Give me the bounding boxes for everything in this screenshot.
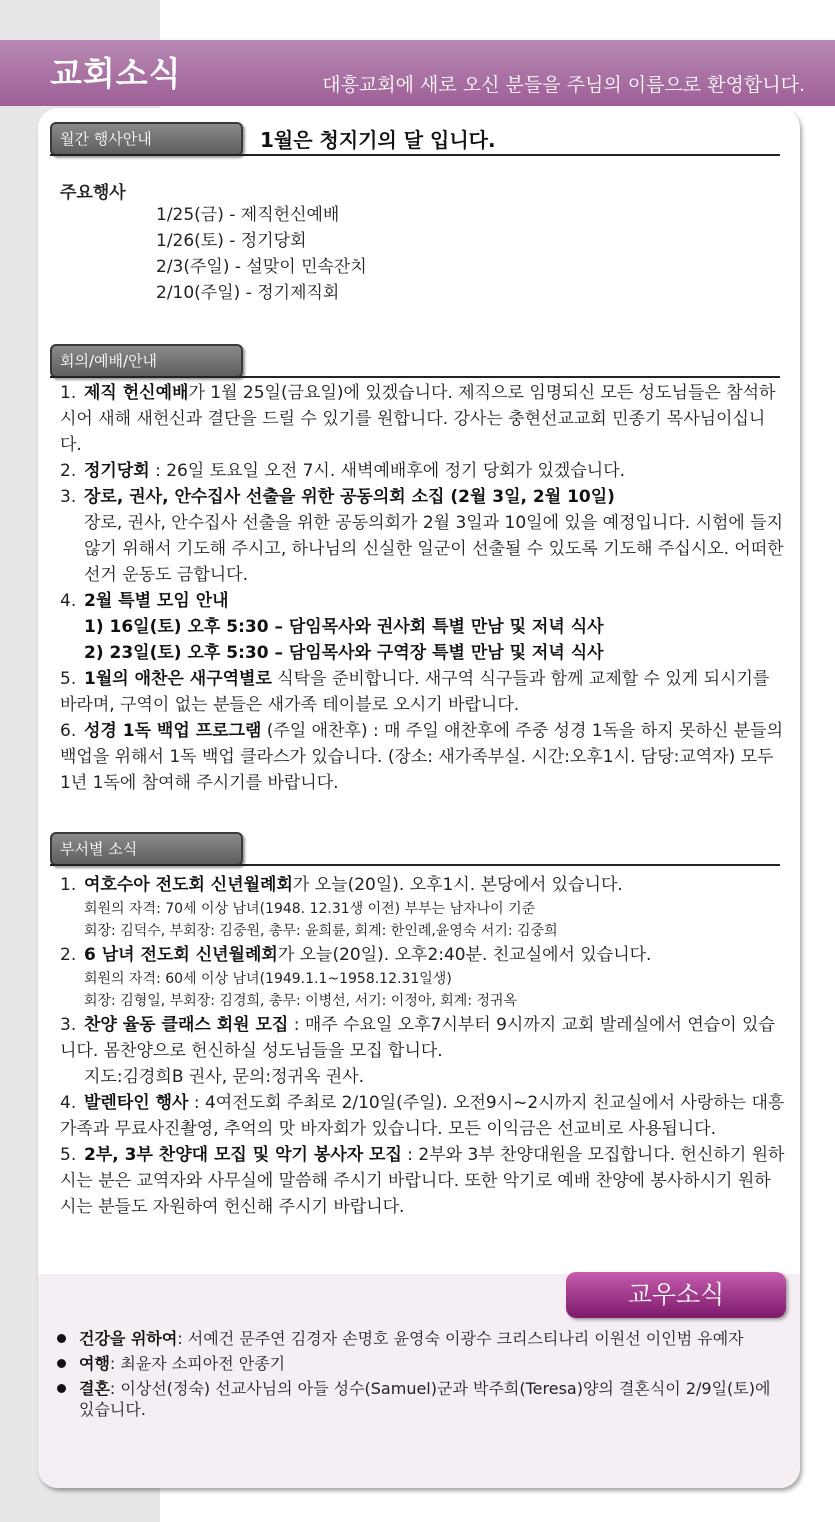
department-items — [60, 872, 785, 1220]
list-item: 2. 정기당회 : 26일 토요일 오전 7시. 새벽예배후에 정기 당회가 있겠습니다. — [60, 461, 626, 481]
events-heading: 주요행사 — [60, 183, 126, 203]
list-item: 1. 제직 헌신예배가 1월 25일(금요일)에 있겠습니다. 제직으로 임명되신 모든 성도님들은 참석하시어 새해 새헌신과 결단을 드릴 수 있기를 원합니다. 강사는 충현선교교회 민종기 목사님이십니다. — [60, 383, 776, 455]
events-list — [156, 202, 367, 306]
header-banner — [0, 40, 835, 106]
divider — [50, 864, 780, 866]
bullet-icon — [57, 1334, 66, 1343]
news-card — [38, 108, 800, 1488]
month-theme: 1월은 청지기의 달 입니다. — [260, 128, 496, 152]
list-item: 1/26(토) - 정기당회 — [156, 231, 307, 251]
tab-monthly-events: 월간 행사안내 — [50, 122, 243, 156]
list-item: 2/3(주일) - 설맞이 민속잔치 — [156, 257, 367, 277]
bullet-icon — [57, 1359, 66, 1368]
bullet-icon — [57, 1384, 66, 1393]
list-item: 2/10(주일) - 정기제직회 — [156, 283, 340, 303]
divider — [50, 376, 780, 378]
tab-meetings: 회의/예배/안내 — [50, 344, 243, 378]
list-item: 여행: 최윤자 소피아전 안종기 — [53, 1353, 788, 1374]
list-item: 4. 2월 특별 모임 안내 1) 16일(토) 오후 5:30 – 담임목사와 권사회 특별 만남 및 저녁 식사 2) 23일(토) 오후 5:30 – 담임목사와 구역장 특별 만남 및 저녁 식사 — [60, 591, 604, 663]
member-news-list — [53, 1328, 788, 1424]
tab-department-news: 부서별 소식 — [50, 832, 243, 866]
list-item: 1. 여호수아 전도회 신년월례회가 오늘(20일). 오후1시. 본당에서 있습니다. 회원의 자격: 70세 이상 남녀(1948. 12.31생 이전) 부부는 남자나이 기준 회장: 김덕수, 부회장: 김중원, 총무: 윤희륜, 회계: 한인례,윤영숙 서기: 김중희 — [60, 875, 623, 939]
list-item: 5. 2부, 3부 찬양대 모집 및 악기 봉사자 모집 : 2부와 3부 찬양대원을 모집합니다. 헌신하기 원하시는 분은 교역자와 사무실에 말씀해 주시기 바랍니다. 또한 악기로 예배 찬양에 봉사하시기 원하시는 분들도 자원하여 헌신해 주시기 바랍니다. — [60, 1145, 785, 1217]
list-item: 2. 6 남녀 전도회 신년월례회가 오늘(20일). 오후2:40분. 친교실에서 있습니다. 회원의 자격: 60세 이상 남녀(1949.1.1~1958.12.31일생) 회장: 김형일, 부회장: 김경희, 총무: 이병선, 서기: 이정아, 회계: 정귀옥 — [60, 945, 652, 1009]
list-item: 건강을 위하여: 서예건 문주연 김경자 손명호 윤영숙 이광수 크리스티나리 이원선 이인범 유예자 — [53, 1328, 788, 1349]
meeting-items — [60, 380, 785, 796]
list-item: 3. 찬양 율동 클래스 회원 모집 : 매주 수요일 오후7시부터 9시까지 교회 발레실에서 연습이 있습니다. 몸찬양으로 헌신하실 성도님들을 모집 합니다. 지도:김경희B 권사, 문의:정귀옥 권사. — [60, 1015, 775, 1087]
welcome-subtitle: 대흥교회에 새로 오신 분들을 주님의 이름으로 환영합니다. — [322, 74, 805, 96]
list-item: 3. 장로, 권사, 안수집사 선출을 위한 공동의회 소집 (2월 3일, 2월 10일) 장로, 권사, 안수집사 선출을 위한 공동의회가 2월 3일과 10일에 있을 예정입니다. 시험에 들지 않기 위해서 기도해 주시고, 하나님의 신실한 일군이 선출될 수 있도록 기도해 주십시오. 어떠한 선거 운동도 금합니다. — [60, 487, 784, 585]
list-item: 5. 1월의 애찬은 새구역별로 식탁을 준비합니다. 새구역 식구들과 함께 교제할 수 있게 되시기를 바라며, 구역이 없는 분들은 새가족 테이블로 오시기 바랍니다. — [60, 669, 770, 715]
list-item: 1/25(금) - 제직헌신예배 — [156, 205, 340, 225]
member-news-title: 교우소식 — [566, 1272, 786, 1318]
list-item: 4. 발렌타인 행사 : 4여전도회 주최로 2/10일(주일). 오전9시~2시까지 친교실에서 사랑하는 대흥가족과 무료사진촬영, 추억의 맛 바자회가 있습니다. 모든 이익금은 선교비로 사용됩니다. — [60, 1093, 785, 1139]
divider — [50, 154, 780, 156]
list-item: 6. 성경 1독 백업 프로그램 (주일 애찬후) : 매 주일 애찬후에 주중 성경 1독을 하지 못하신 분들의 백업을 위해서 1독 백업 클라스가 있습니다. (장소: 새가족부실. 시간:오후1시. 담당:교역자) 모두 1년 1독에 참여해 주시기를 바랍니다. — [60, 721, 784, 793]
page-title: 교회소식 — [50, 54, 182, 93]
list-item: 결혼: 이상선(정숙) 선교사님의 아들 성수(Samuel)군과 박주희(Teresa)양의 결혼식이 2/9일(토)에 있습니다. — [53, 1378, 788, 1420]
